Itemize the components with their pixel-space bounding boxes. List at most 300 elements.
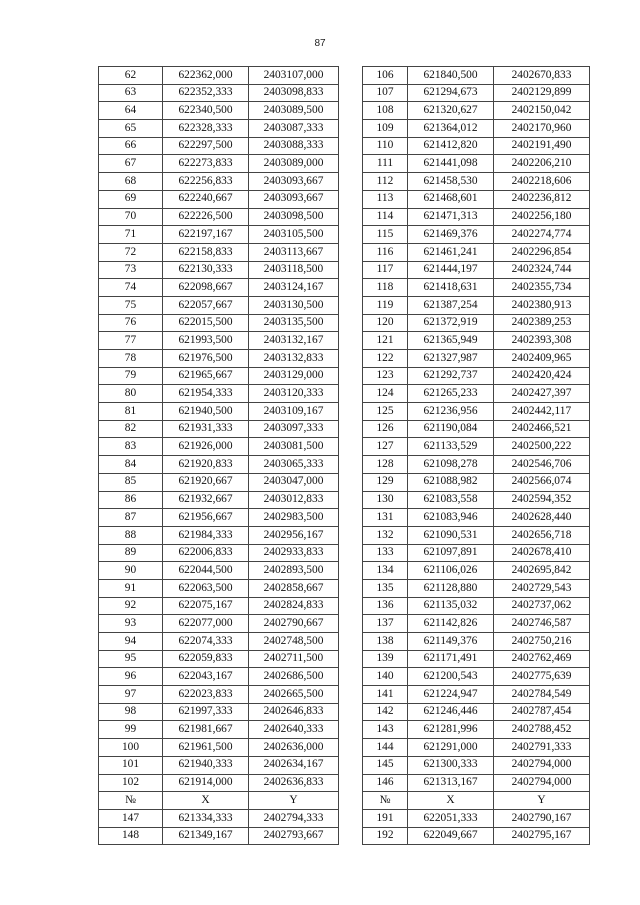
- x-coordinate-cell: 622098,667: [163, 279, 249, 297]
- table-row: [363, 774, 590, 792]
- y-coordinate-cell: 2403132,167: [249, 332, 339, 350]
- y-coordinate-cell: 2402791,333: [494, 739, 590, 757]
- point-number-cell: 96: [99, 668, 163, 686]
- y-coordinate-cell: 2402790,167: [494, 809, 590, 827]
- x-coordinate-cell: 621444,197: [408, 261, 494, 279]
- y-coordinate-cell: 2402427,397: [494, 385, 590, 403]
- x-coordinate-cell: 621313,167: [408, 774, 494, 792]
- x-coordinate-cell: 621083,558: [408, 491, 494, 509]
- point-number-cell: 127: [363, 438, 408, 456]
- table-row: [363, 544, 590, 562]
- table-row: [99, 226, 339, 244]
- x-coordinate-cell: 621976,500: [163, 350, 249, 368]
- point-number-cell: 123: [363, 367, 408, 385]
- y-coordinate-cell: 2402466,521: [494, 420, 590, 438]
- table-row: [99, 633, 339, 651]
- x-coordinate-cell: 621300,333: [408, 756, 494, 774]
- point-number-cell: 76: [99, 314, 163, 332]
- point-number-cell: 70: [99, 208, 163, 226]
- table-row: [99, 403, 339, 421]
- point-number-cell: 116: [363, 243, 408, 261]
- y-coordinate-cell: 2403129,000: [249, 367, 339, 385]
- x-coordinate-cell: 622226,500: [163, 208, 249, 226]
- y-coordinate-cell: 2402858,667: [249, 579, 339, 597]
- point-number-cell: 114: [363, 208, 408, 226]
- y-coordinate-cell: 2403065,333: [249, 456, 339, 474]
- table-row: [99, 385, 339, 403]
- x-coordinate-cell: 621469,376: [408, 226, 494, 244]
- x-coordinate-cell: 621418,631: [408, 279, 494, 297]
- x-coordinate-cell: 621281,996: [408, 721, 494, 739]
- point-number-cell: 135: [363, 579, 408, 597]
- point-number-cell: 136: [363, 597, 408, 615]
- y-coordinate-cell: 2403097,333: [249, 420, 339, 438]
- table-row: [363, 809, 590, 827]
- x-coordinate-cell: 621920,667: [163, 473, 249, 491]
- point-number-cell: 99: [99, 721, 163, 739]
- table-row: [363, 243, 590, 261]
- x-coordinate-cell: 621840,500: [408, 67, 494, 85]
- header-y: Y: [494, 792, 590, 810]
- table-row: [363, 597, 590, 615]
- point-number-cell: 138: [363, 633, 408, 651]
- table-row: [363, 385, 590, 403]
- point-number-cell: 118: [363, 279, 408, 297]
- table-row: [99, 809, 339, 827]
- x-coordinate-cell: 621458,530: [408, 173, 494, 191]
- point-number-cell: 64: [99, 102, 163, 120]
- header-y: Y: [249, 792, 339, 810]
- table-row: [99, 456, 339, 474]
- x-coordinate-cell: 621956,667: [163, 509, 249, 527]
- point-number-cell: 124: [363, 385, 408, 403]
- x-coordinate-cell: 622077,000: [163, 615, 249, 633]
- y-coordinate-cell: 2402634,167: [249, 756, 339, 774]
- y-coordinate-cell: 2402636,000: [249, 739, 339, 757]
- x-coordinate-cell: 621088,982: [408, 473, 494, 491]
- y-coordinate-cell: 2402795,167: [494, 827, 590, 845]
- y-coordinate-cell: 2402393,308: [494, 332, 590, 350]
- table-row: [99, 296, 339, 314]
- y-coordinate-cell: 2402748,500: [249, 633, 339, 651]
- x-coordinate-cell: 622352,333: [163, 84, 249, 102]
- table-row: [363, 120, 590, 138]
- x-coordinate-cell: 621954,333: [163, 385, 249, 403]
- x-coordinate-cell: 621334,333: [163, 809, 249, 827]
- table-row: [363, 633, 590, 651]
- point-number-cell: 120: [363, 314, 408, 332]
- point-number-cell: 130: [363, 491, 408, 509]
- point-number-cell: 132: [363, 526, 408, 544]
- point-number-cell: 110: [363, 137, 408, 155]
- point-number-cell: 88: [99, 526, 163, 544]
- x-coordinate-cell: 621932,667: [163, 491, 249, 509]
- table-row: [363, 739, 590, 757]
- x-coordinate-cell: 622075,167: [163, 597, 249, 615]
- y-coordinate-cell: 2402500,222: [494, 438, 590, 456]
- point-number-cell: 75: [99, 296, 163, 314]
- table-row: [363, 403, 590, 421]
- x-coordinate-cell: 621365,949: [408, 332, 494, 350]
- x-coordinate-cell: 622297,500: [163, 137, 249, 155]
- y-coordinate-cell: 2402656,718: [494, 526, 590, 544]
- page-number: 87: [314, 38, 326, 49]
- table-row: [99, 562, 339, 580]
- y-coordinate-cell: 2403135,500: [249, 314, 339, 332]
- point-number-cell: 62: [99, 67, 163, 85]
- x-coordinate-cell: 622130,333: [163, 261, 249, 279]
- y-coordinate-cell: 2403107,000: [249, 67, 339, 85]
- y-coordinate-cell: 2402546,706: [494, 456, 590, 474]
- x-coordinate-cell: 621171,491: [408, 650, 494, 668]
- table-row: [363, 84, 590, 102]
- x-coordinate-cell: 621372,919: [408, 314, 494, 332]
- point-number-cell: 115: [363, 226, 408, 244]
- table-row: [99, 173, 339, 191]
- table-row: [99, 473, 339, 491]
- coordinates-table-right: [362, 66, 590, 845]
- table-row: [99, 208, 339, 226]
- table-row: [99, 491, 339, 509]
- point-number-cell: 101: [99, 756, 163, 774]
- y-coordinate-cell: 2402762,469: [494, 650, 590, 668]
- point-number-cell: 84: [99, 456, 163, 474]
- point-number-cell: 117: [363, 261, 408, 279]
- point-number-cell: 83: [99, 438, 163, 456]
- y-coordinate-cell: 2402218,606: [494, 173, 590, 191]
- x-coordinate-cell: 621412,820: [408, 137, 494, 155]
- point-number-cell: 119: [363, 296, 408, 314]
- y-coordinate-cell: 2403093,667: [249, 173, 339, 191]
- x-coordinate-cell: 622074,333: [163, 633, 249, 651]
- point-number-cell: 134: [363, 562, 408, 580]
- y-coordinate-cell: 2402191,490: [494, 137, 590, 155]
- table-row: [363, 615, 590, 633]
- table-row: [99, 243, 339, 261]
- point-number-cell: 137: [363, 615, 408, 633]
- y-coordinate-cell: 2403089,000: [249, 155, 339, 173]
- table-row: [363, 314, 590, 332]
- x-coordinate-cell: 621926,000: [163, 438, 249, 456]
- x-coordinate-cell: 622197,167: [163, 226, 249, 244]
- point-number-cell: 126: [363, 420, 408, 438]
- point-number-cell: 143: [363, 721, 408, 739]
- y-coordinate-cell: 2403120,333: [249, 385, 339, 403]
- x-coordinate-cell: 621133,529: [408, 438, 494, 456]
- y-coordinate-cell: 2403089,500: [249, 102, 339, 120]
- x-coordinate-cell: 622328,333: [163, 120, 249, 138]
- x-coordinate-cell: 621993,500: [163, 332, 249, 350]
- point-number-cell: 91: [99, 579, 163, 597]
- table-row: [363, 173, 590, 191]
- y-coordinate-cell: 2402686,500: [249, 668, 339, 686]
- point-number-cell: 148: [99, 827, 163, 845]
- table-row: [363, 226, 590, 244]
- y-coordinate-cell: 2402420,424: [494, 367, 590, 385]
- y-coordinate-cell: 2402636,833: [249, 774, 339, 792]
- y-coordinate-cell: 2403130,500: [249, 296, 339, 314]
- y-coordinate-cell: 2402784,549: [494, 686, 590, 704]
- point-number-cell: 106: [363, 67, 408, 85]
- table-row: [99, 279, 339, 297]
- x-coordinate-cell: 621224,947: [408, 686, 494, 704]
- x-coordinate-cell: 622049,667: [408, 827, 494, 845]
- y-coordinate-cell: 2402678,410: [494, 544, 590, 562]
- y-coordinate-cell: 2402737,062: [494, 597, 590, 615]
- y-coordinate-cell: 2402380,913: [494, 296, 590, 314]
- x-coordinate-cell: 622051,333: [408, 809, 494, 827]
- point-number-cell: 86: [99, 491, 163, 509]
- point-number-cell: 133: [363, 544, 408, 562]
- y-coordinate-cell: 2402746,587: [494, 615, 590, 633]
- table-row: [99, 350, 339, 368]
- x-coordinate-cell: 622256,833: [163, 173, 249, 191]
- table-row: [363, 721, 590, 739]
- x-coordinate-cell: 621236,956: [408, 403, 494, 421]
- table-row: [99, 314, 339, 332]
- y-coordinate-cell: 2402628,440: [494, 509, 590, 527]
- point-number-cell: 108: [363, 102, 408, 120]
- coordinates-table-left: [98, 66, 339, 845]
- table-row: [99, 261, 339, 279]
- point-number-cell: 82: [99, 420, 163, 438]
- x-coordinate-cell: 621965,667: [163, 367, 249, 385]
- y-coordinate-cell: 2403105,500: [249, 226, 339, 244]
- y-coordinate-cell: 2403124,167: [249, 279, 339, 297]
- point-number-cell: 79: [99, 367, 163, 385]
- point-number-cell: 66: [99, 137, 163, 155]
- table-row: [99, 438, 339, 456]
- y-coordinate-cell: 2403081,500: [249, 438, 339, 456]
- x-coordinate-cell: 621349,167: [163, 827, 249, 845]
- table-row: [363, 686, 590, 704]
- table-row: [363, 190, 590, 208]
- table-row: [99, 544, 339, 562]
- point-number-cell: 140: [363, 668, 408, 686]
- header-number: №: [99, 792, 163, 810]
- point-number-cell: 71: [99, 226, 163, 244]
- y-coordinate-cell: 2402236,812: [494, 190, 590, 208]
- point-number-cell: 89: [99, 544, 163, 562]
- y-coordinate-cell: 2402787,454: [494, 703, 590, 721]
- point-number-cell: 141: [363, 686, 408, 704]
- point-number-cell: 78: [99, 350, 163, 368]
- point-number-cell: 113: [363, 190, 408, 208]
- table-row: [99, 756, 339, 774]
- x-coordinate-cell: 622063,500: [163, 579, 249, 597]
- table-row: [363, 509, 590, 527]
- x-coordinate-cell: 621920,833: [163, 456, 249, 474]
- y-coordinate-cell: 2402794,333: [249, 809, 339, 827]
- table-row: [363, 367, 590, 385]
- x-coordinate-cell: 621961,500: [163, 739, 249, 757]
- x-coordinate-cell: 621914,000: [163, 774, 249, 792]
- point-number-cell: 146: [363, 774, 408, 792]
- point-number-cell: 69: [99, 190, 163, 208]
- point-number-cell: 122: [363, 350, 408, 368]
- point-number-cell: 121: [363, 332, 408, 350]
- column-header-row: [363, 792, 590, 810]
- table-row: [363, 296, 590, 314]
- table-row: [363, 279, 590, 297]
- table-row: [99, 67, 339, 85]
- y-coordinate-cell: 2403113,667: [249, 243, 339, 261]
- point-number-cell: 72: [99, 243, 163, 261]
- table-row: [99, 367, 339, 385]
- point-number-cell: 90: [99, 562, 163, 580]
- x-coordinate-cell: 622044,500: [163, 562, 249, 580]
- y-coordinate-cell: 2403132,833: [249, 350, 339, 368]
- x-coordinate-cell: 622273,833: [163, 155, 249, 173]
- x-coordinate-cell: 622023,833: [163, 686, 249, 704]
- table-row: [363, 579, 590, 597]
- point-number-cell: 139: [363, 650, 408, 668]
- table-row: [99, 102, 339, 120]
- table-row: [363, 438, 590, 456]
- header-x: X: [163, 792, 249, 810]
- table-row: [363, 350, 590, 368]
- y-coordinate-cell: 2403109,167: [249, 403, 339, 421]
- y-coordinate-cell: 2403047,000: [249, 473, 339, 491]
- y-coordinate-cell: 2403087,333: [249, 120, 339, 138]
- table-row: [99, 84, 339, 102]
- x-coordinate-cell: 621940,500: [163, 403, 249, 421]
- point-number-cell: 63: [99, 84, 163, 102]
- x-coordinate-cell: 621294,673: [408, 84, 494, 102]
- table-row: [363, 756, 590, 774]
- y-coordinate-cell: 2402640,333: [249, 721, 339, 739]
- x-coordinate-cell: 621106,026: [408, 562, 494, 580]
- x-coordinate-cell: 621387,254: [408, 296, 494, 314]
- y-coordinate-cell: 2402442,117: [494, 403, 590, 421]
- point-number-cell: 95: [99, 650, 163, 668]
- point-number-cell: 107: [363, 84, 408, 102]
- x-coordinate-cell: 622340,500: [163, 102, 249, 120]
- point-number-cell: 111: [363, 155, 408, 173]
- point-number-cell: 125: [363, 403, 408, 421]
- y-coordinate-cell: 2403093,667: [249, 190, 339, 208]
- point-number-cell: 112: [363, 173, 408, 191]
- table-row: [99, 155, 339, 173]
- point-number-cell: 92: [99, 597, 163, 615]
- x-coordinate-cell: 622006,833: [163, 544, 249, 562]
- table-row: [363, 827, 590, 845]
- x-coordinate-cell: 621327,987: [408, 350, 494, 368]
- point-number-cell: 85: [99, 473, 163, 491]
- y-coordinate-cell: 2403012,833: [249, 491, 339, 509]
- header-number: №: [363, 792, 408, 810]
- x-coordinate-cell: 621468,601: [408, 190, 494, 208]
- x-coordinate-cell: 621320,627: [408, 102, 494, 120]
- x-coordinate-cell: 622059,833: [163, 650, 249, 668]
- point-number-cell: 93: [99, 615, 163, 633]
- table-row: [363, 526, 590, 544]
- y-coordinate-cell: 2402594,352: [494, 491, 590, 509]
- table-row: [99, 190, 339, 208]
- x-coordinate-cell: 621190,084: [408, 420, 494, 438]
- y-coordinate-cell: 2403088,333: [249, 137, 339, 155]
- x-coordinate-cell: 621291,000: [408, 739, 494, 757]
- table-row: [99, 650, 339, 668]
- y-coordinate-cell: 2402794,000: [494, 774, 590, 792]
- point-number-cell: 87: [99, 509, 163, 527]
- y-coordinate-cell: 2402670,833: [494, 67, 590, 85]
- point-number-cell: 67: [99, 155, 163, 173]
- y-coordinate-cell: 2402775,639: [494, 668, 590, 686]
- y-coordinate-cell: 2402150,042: [494, 102, 590, 120]
- y-coordinate-cell: 2402788,452: [494, 721, 590, 739]
- point-number-cell: 145: [363, 756, 408, 774]
- x-coordinate-cell: 621246,446: [408, 703, 494, 721]
- point-number-cell: 77: [99, 332, 163, 350]
- table-row: [99, 526, 339, 544]
- y-coordinate-cell: 2402983,500: [249, 509, 339, 527]
- point-number-cell: 144: [363, 739, 408, 757]
- x-coordinate-cell: 621135,032: [408, 597, 494, 615]
- table-row: [363, 473, 590, 491]
- table-row: [363, 155, 590, 173]
- table-row: [99, 668, 339, 686]
- point-number-cell: 192: [363, 827, 408, 845]
- y-coordinate-cell: 2402646,833: [249, 703, 339, 721]
- y-coordinate-cell: 2402933,833: [249, 544, 339, 562]
- point-number-cell: 81: [99, 403, 163, 421]
- table-row: [363, 650, 590, 668]
- point-number-cell: 80: [99, 385, 163, 403]
- header-x: X: [408, 792, 494, 810]
- table-row: [99, 615, 339, 633]
- table-row: [363, 668, 590, 686]
- y-coordinate-cell: 2402129,899: [494, 84, 590, 102]
- point-number-cell: 73: [99, 261, 163, 279]
- point-number-cell: 100: [99, 739, 163, 757]
- point-number-cell: 129: [363, 473, 408, 491]
- point-number-cell: 97: [99, 686, 163, 704]
- point-number-cell: 94: [99, 633, 163, 651]
- x-coordinate-cell: 621083,946: [408, 509, 494, 527]
- table-row: [363, 67, 590, 85]
- y-coordinate-cell: 2402711,500: [249, 650, 339, 668]
- x-coordinate-cell: 622240,667: [163, 190, 249, 208]
- point-number-cell: 147: [99, 809, 163, 827]
- y-coordinate-cell: 2402206,210: [494, 155, 590, 173]
- point-number-cell: 128: [363, 456, 408, 474]
- x-coordinate-cell: 621984,333: [163, 526, 249, 544]
- x-coordinate-cell: 621097,891: [408, 544, 494, 562]
- x-coordinate-cell: 622362,000: [163, 67, 249, 85]
- table-row: [363, 562, 590, 580]
- x-coordinate-cell: 621981,667: [163, 721, 249, 739]
- y-coordinate-cell: 2402566,074: [494, 473, 590, 491]
- x-coordinate-cell: 622158,833: [163, 243, 249, 261]
- table-row: [99, 686, 339, 704]
- table-row: [363, 703, 590, 721]
- table-row: [99, 332, 339, 350]
- y-coordinate-cell: 2402794,000: [494, 756, 590, 774]
- y-coordinate-cell: 2402824,833: [249, 597, 339, 615]
- table-row: [99, 827, 339, 845]
- point-number-cell: 142: [363, 703, 408, 721]
- table-row: [363, 102, 590, 120]
- x-coordinate-cell: 621471,313: [408, 208, 494, 226]
- x-coordinate-cell: 621142,826: [408, 615, 494, 633]
- y-coordinate-cell: 2402695,842: [494, 562, 590, 580]
- table-row: [363, 420, 590, 438]
- y-coordinate-cell: 2403118,500: [249, 261, 339, 279]
- x-coordinate-cell: 621441,098: [408, 155, 494, 173]
- point-number-cell: 74: [99, 279, 163, 297]
- x-coordinate-cell: 622015,500: [163, 314, 249, 332]
